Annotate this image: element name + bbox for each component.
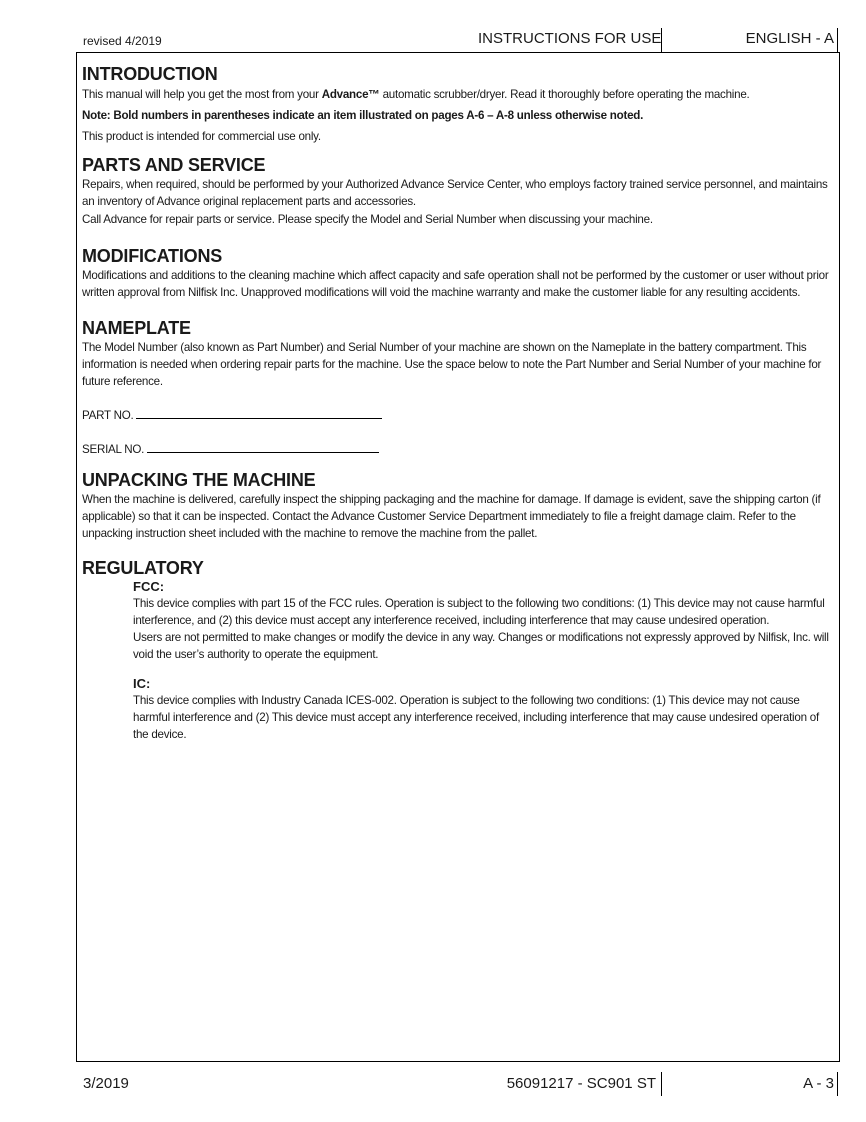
serial-number-blank [147, 443, 379, 453]
ic-block [133, 676, 830, 743]
footer-divider [661, 1072, 662, 1096]
part-number-blank [136, 409, 382, 419]
language-label: ENGLISH - A [745, 30, 834, 47]
commercial-use-note: This product is intended for commercial use only. [82, 130, 321, 143]
intro-text-pre: This manual will help you get the most from your [82, 88, 322, 101]
regulatory-heading: REGULATORY [82, 558, 204, 578]
serial-number-label: SERIAL NO. [82, 443, 145, 456]
nameplate-heading: NAMEPLATE [82, 318, 191, 338]
fcc-modification-text: Users are not permitted to make changes or modify the device in any way. Changes or modifications not expressly approved by Nilfisk, Inc. will void the user’s authority to operate the equipment. [133, 631, 829, 661]
unpacking-section [82, 470, 830, 542]
document-type: INSTRUCTIONS FOR USE [478, 30, 662, 47]
unpacking-text: When the machine is delivered, carefully inspect the shipping packaging and the machine for damage. If damage is evident, save the shipping carton (if applicable) so that it can be inspected. Contact the Advance Customer Service Department immediately to file a freight damage claim. Refer to the unpacking instruction sheet included with the machine to remove the machine from the pallet. [82, 493, 821, 540]
brand-name: Advance™ [321, 88, 380, 101]
part-number-label: PART NO. [82, 409, 134, 422]
document-number: 56091217 - SC901 ST [506, 1075, 656, 1092]
parts-service-text: Repairs, when required, should be performed by your Authorized Advance Service Center, who employs factory trained service personnel, and maintains an inventory of Advance original replacement parts and accessories. [82, 178, 828, 208]
bold-note: Note: Bold numbers in parentheses indicate an item illustrated on pages A-6 – A-8 unless otherwise noted. [82, 109, 644, 122]
page-footer [0, 1072, 866, 1096]
header-divider [661, 28, 662, 52]
modifications-text: Modifications and additions to the cleaning machine which affect capacity and safe operation shall not be performed by the customer or user without prior written approval from Nilfisk Inc. Unapproved modifications will void the machine warranty and make the customer liable for any resulting accidents. [82, 269, 829, 299]
page-number: A - 3 [803, 1075, 834, 1092]
introduction-heading: INTRODUCTION [82, 64, 218, 84]
intro-text-post: automatic scrubber/dryer. Read it thoroughly before operating the machine. [379, 88, 750, 101]
modifications-section [82, 246, 830, 301]
ic-conditions-text: This device complies with Industry Canada ICES-002. Operation is subject to the following two conditions: (1) This device may not cause harmful interference and (2) This device must accept any interference received, including interference that may cause undesired operation of the device. [133, 694, 819, 741]
parts-service-call-text: Call Advance for repair parts or service. Please specify the Model and Serial Number when discussing your machine. [82, 213, 653, 226]
modifications-heading: MODIFICATIONS [82, 246, 223, 266]
parts-service-section [82, 155, 830, 228]
fcc-conditions-text: This device complies with part 15 of the FCC rules. Operation is subject to the following two conditions: (1) This device may not cause harmful interference, and (2) this device must accept any interference received, including interference that may cause undesired operation. [133, 597, 825, 627]
introduction-section [82, 64, 830, 145]
page-body [82, 64, 830, 743]
footer-edge [837, 1072, 838, 1096]
revision-date: revised 4/2019 [83, 34, 162, 48]
nameplate-text: The Model Number (also known as Part Number) and Serial Number of your machine are shown on the Nameplate in the battery compartment. This information is needed when ordering repair parts for the machine. Use the space below to note the Part Number and Serial Number of your machine for future reference. [82, 341, 822, 388]
unpacking-heading: UNPACKING THE MACHINE [82, 470, 316, 490]
header-edge [837, 28, 838, 52]
part-number-line [82, 407, 830, 424]
footer-date: 3/2019 [83, 1075, 129, 1092]
serial-number-line [82, 441, 830, 458]
page-header [0, 28, 866, 52]
introduction-text [82, 86, 830, 103]
fcc-heading: FCC: [133, 579, 165, 594]
parts-service-heading: PARTS AND SERVICE [82, 155, 266, 175]
nameplate-section [82, 318, 830, 458]
fcc-block [133, 579, 830, 663]
ic-heading: IC: [133, 676, 151, 691]
regulatory-section [82, 558, 830, 743]
